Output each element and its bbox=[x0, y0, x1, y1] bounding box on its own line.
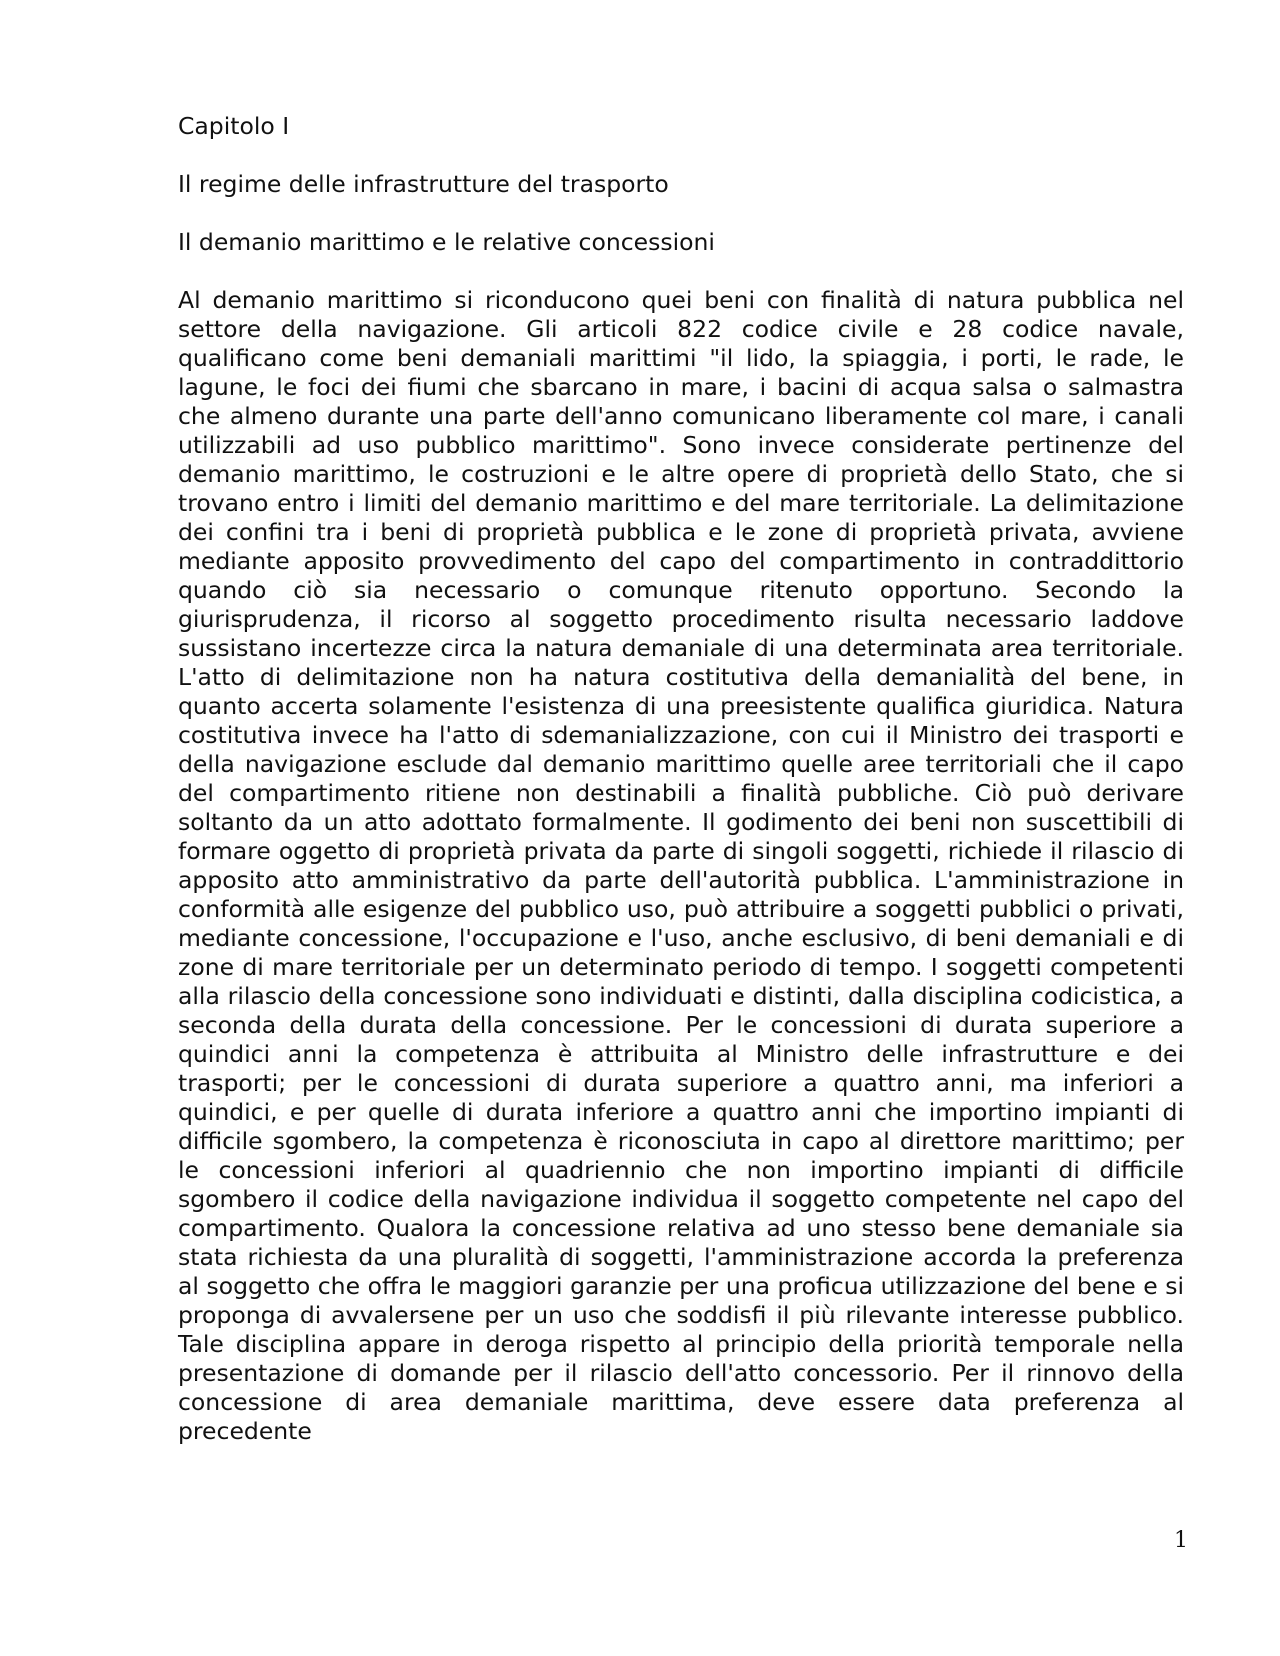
page-number: 1 bbox=[1174, 1528, 1188, 1553]
page-content bbox=[178, 112, 1184, 1446]
body-paragraph: Al demanio marittimo si riconducono quei beni con finalità di natura pubblica nel settore della navigazione. Gli articoli 822 codice civile e 28 codice navale, qualificano come beni demaniali marittimi "il lido, la spiaggia, i porti, le rade, le lagune, le foci dei fiumi che sbarcano in mare, i bacini di acqua salsa o salmastra che almeno durante una parte dell'anno comunicano liberamente col mare, i canali utilizzabili ad uso pubblico marittimo". Sono invece considerate pertinenze del demanio marittimo, le costruzioni e le altre opere di proprietà dello Stato, che si trovano entro i limiti del demanio marittimo e del mare territoriale. La delimitazione dei confini tra i beni di proprietà pubblica e le zone di proprietà privata, avviene mediante apposito provvedimento del capo del compartimento in contraddittorio quando ciò sia necessario o comunque ritenuto opportuno. Secondo la giurisprudenza, il ricorso al soggetto procedimento risulta necessario laddove sussistano incertezze circa la natura demaniale di una determinata area territoriale. L'atto di delimitazione non ha natura costitutiva della demanialità del bene, in quanto accerta solamente l'esistenza di una preesistente qualifica giuridica. Natura costitutiva invece ha l'atto di sdemanializzazione, con cui il Ministro dei trasporti e della navigazione esclude dal demanio marittimo quelle aree territoriali che il capo del compartimento ritiene non destinabili a finalità pubbliche. Ciò può derivare soltanto da un atto adottato formalmente. Il godimento dei beni non suscettibili di formare oggetto di proprietà privata da parte di singoli soggetti, richiede il rilascio di apposito atto amministrativo da parte dell'autorità pubblica. L'amministrazione in conformità alle esigenze del pubblico uso, può attribuire a soggetti pubblici o privati, mediante concessione, l'occupazione e l'uso, anche esclusivo, di beni demaniali e di zone di mare territoriale per un determinato periodo di tempo. I soggetti competenti alla rilascio della concessione sono individuati e distinti, dalla disciplina codicistica, a seconda della durata della concessione. Per le concessioni di durata superiore a quindici anni la competenza è attribuita al Ministro delle infrastrutture e dei trasporti; per le concessioni di durata superiore a quattro anni, ma inferiori a quindici, e per quelle di durata inferiore a quattro anni che importino impianti di difficile sgombero, la competenza è riconosciuta in capo al direttore marittimo; per le concessioni inferiori al quadriennio che non importino impianti di difficile sgombero il codice della navigazione individua il soggetto competente nel capo del compartimento. Qualora la concessione relativa ad uno stesso bene demaniale sia stata richiesta da una pluralità di soggetti, l'amministrazione accorda la preferenza al soggetto che offra le maggiori garanzie per una proficua utilizzazione del bene e si proponga di avvalersene per un uso che soddisfi il più rilevante interesse pubblico. Tale disciplina appare in deroga rispetto al principio della priorità temporale nella presentazione di domande per il rilascio dell'atto concessorio. Per il rinnovo della concessione di area demaniale marittima, deve essere data preferenza al precedente bbox=[178, 286, 1184, 1445]
chapter-label: Capitolo I bbox=[178, 112, 290, 140]
subsection-title: Il demanio marittimo e le relative concessioni bbox=[178, 228, 715, 256]
section-title: Il regime delle infrastrutture del trasporto bbox=[178, 170, 669, 198]
